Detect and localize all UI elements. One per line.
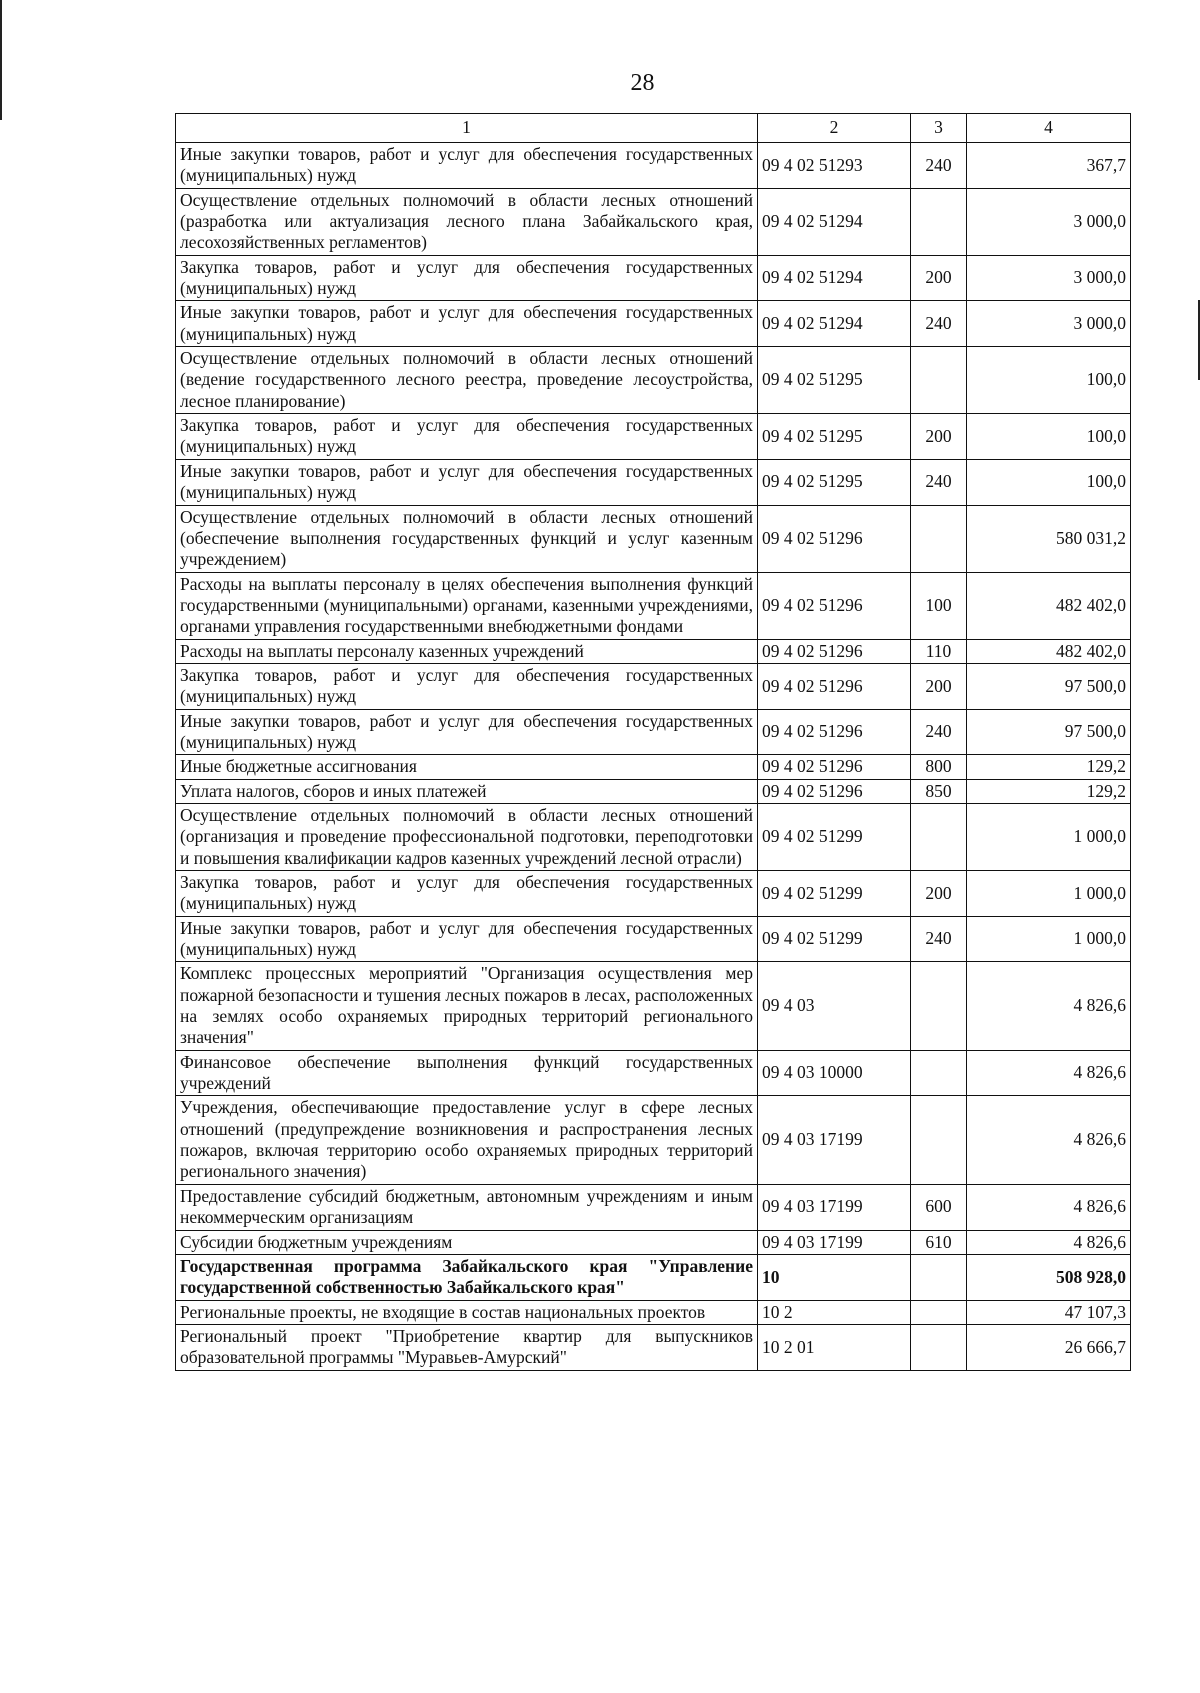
row-name-cell: Иные закупки товаров, работ и услуг для обеспечения государственных (муниципальных) нужд bbox=[176, 301, 758, 347]
row-code-cell: 09 4 03 10000 bbox=[758, 1050, 911, 1096]
row-type-cell bbox=[911, 803, 967, 870]
row-code-cell: 09 4 02 51295 bbox=[758, 459, 911, 505]
table-row bbox=[176, 663, 1131, 709]
row-name-cell: Осуществление отдельных полномочий в области лесных отношений (обеспечение выполнения государственных функций и услуг казенным учреждением) bbox=[176, 505, 758, 572]
row-code-cell: 09 4 02 51295 bbox=[758, 347, 911, 414]
row-type-cell: 200 bbox=[911, 663, 967, 709]
row-amount-cell: 1 000,0 bbox=[967, 916, 1131, 962]
table-row bbox=[176, 1254, 1131, 1300]
row-name-cell: Уплата налогов, сборов и иных платежей bbox=[176, 779, 758, 803]
table-row bbox=[176, 255, 1131, 301]
table-row bbox=[176, 639, 1131, 663]
row-amount-cell: 100,0 bbox=[967, 414, 1131, 460]
column-header-3: 3 bbox=[911, 114, 967, 143]
table-row bbox=[176, 871, 1131, 917]
table-row bbox=[176, 1324, 1131, 1370]
row-code-cell: 09 4 02 51295 bbox=[758, 414, 911, 460]
row-type-cell: 600 bbox=[911, 1184, 967, 1230]
row-type-cell: 200 bbox=[911, 871, 967, 917]
row-code-cell: 09 4 02 51293 bbox=[758, 143, 911, 189]
row-amount-cell: 4 826,6 bbox=[967, 1096, 1131, 1184]
row-type-cell bbox=[911, 1096, 967, 1184]
row-type-cell: 850 bbox=[911, 779, 967, 803]
row-amount-cell: 482 402,0 bbox=[967, 639, 1131, 663]
row-name-cell: Иные закупки товаров, работ и услуг для обеспечения государственных (муниципальных) нужд bbox=[176, 459, 758, 505]
row-code-cell: 09 4 02 51296 bbox=[758, 505, 911, 572]
row-type-cell bbox=[911, 1050, 967, 1096]
row-amount-cell: 4 826,6 bbox=[967, 1050, 1131, 1096]
row-code-cell: 09 4 02 51294 bbox=[758, 301, 911, 347]
row-amount-cell: 3 000,0 bbox=[967, 188, 1131, 255]
row-amount-cell: 1 000,0 bbox=[967, 803, 1131, 870]
table-row bbox=[176, 188, 1131, 255]
row-amount-cell: 129,2 bbox=[967, 755, 1131, 779]
row-code-cell: 09 4 02 51299 bbox=[758, 803, 911, 870]
row-type-cell bbox=[911, 505, 967, 572]
table-row bbox=[176, 1050, 1131, 1096]
row-type-cell: 800 bbox=[911, 755, 967, 779]
row-type-cell bbox=[911, 962, 967, 1050]
row-type-cell: 100 bbox=[911, 572, 967, 639]
table-row bbox=[176, 709, 1131, 755]
table-row bbox=[176, 1230, 1131, 1254]
row-amount-cell: 3 000,0 bbox=[967, 255, 1131, 301]
table-row bbox=[176, 1096, 1131, 1184]
row-code-cell: 09 4 02 51296 bbox=[758, 639, 911, 663]
row-code-cell: 10 2 bbox=[758, 1300, 911, 1324]
row-name-cell: Государственная программа Забайкальского края "Управление государственной собственностью Забайкальского края" bbox=[176, 1254, 758, 1300]
table-row bbox=[176, 414, 1131, 460]
row-amount-cell: 26 666,7 bbox=[967, 1324, 1131, 1370]
row-name-cell: Расходы на выплаты персоналу в целях обеспечения выполнения функций государственными (муниципальными) органами, казенными учреждениями, органами управления государственными внебюджетными фондами bbox=[176, 572, 758, 639]
row-name-cell: Осуществление отдельных полномочий в области лесных отношений (организация и проведение профессиональной подготовки, переподготовки и повышения квалификации кадров казенных учреждений лесной отрасли) bbox=[176, 803, 758, 870]
row-code-cell: 09 4 02 51296 bbox=[758, 779, 911, 803]
table-row bbox=[176, 779, 1131, 803]
row-amount-cell: 4 826,6 bbox=[967, 962, 1131, 1050]
table-row bbox=[176, 505, 1131, 572]
row-code-cell: 09 4 02 51294 bbox=[758, 255, 911, 301]
row-amount-cell: 4 826,6 bbox=[967, 1184, 1131, 1230]
table-row bbox=[176, 143, 1131, 189]
row-code-cell: 09 4 02 51296 bbox=[758, 572, 911, 639]
table-row bbox=[176, 459, 1131, 505]
row-name-cell: Закупка товаров, работ и услуг для обеспечения государственных (муниципальных) нужд bbox=[176, 255, 758, 301]
row-code-cell: 09 4 02 51296 bbox=[758, 663, 911, 709]
row-type-cell bbox=[911, 1300, 967, 1324]
row-code-cell: 10 bbox=[758, 1254, 911, 1300]
row-type-cell: 240 bbox=[911, 709, 967, 755]
table-header-row bbox=[176, 114, 1131, 143]
row-code-cell: 09 4 02 51299 bbox=[758, 871, 911, 917]
row-amount-cell: 100,0 bbox=[967, 347, 1131, 414]
row-type-cell: 200 bbox=[911, 414, 967, 460]
budget-table-body bbox=[176, 114, 1131, 1371]
row-name-cell: Осуществление отдельных полномочий в области лесных отношений (разработка или актуализация лесного плана Забайкальского края, лесохозяйственных регламентов) bbox=[176, 188, 758, 255]
row-amount-cell: 580 031,2 bbox=[967, 505, 1131, 572]
row-amount-cell: 97 500,0 bbox=[967, 709, 1131, 755]
scan-edge-left bbox=[0, 0, 2, 120]
row-amount-cell: 482 402,0 bbox=[967, 572, 1131, 639]
table-row bbox=[176, 755, 1131, 779]
budget-table bbox=[175, 113, 1131, 1371]
row-name-cell: Комплекс процессных мероприятий "Организация осуществления мер пожарной безопасности и тушения лесных пожаров в лесах, расположенных на землях особо охраняемых природных территорий регионального значения" bbox=[176, 962, 758, 1050]
row-type-cell bbox=[911, 1324, 967, 1370]
row-name-cell: Закупка товаров, работ и услуг для обеспечения государственных (муниципальных) нужд bbox=[176, 871, 758, 917]
row-type-cell bbox=[911, 188, 967, 255]
row-name-cell: Финансовое обеспечение выполнения функций государственных учреждений bbox=[176, 1050, 758, 1096]
row-amount-cell: 129,2 bbox=[967, 779, 1131, 803]
row-code-cell: 09 4 03 17199 bbox=[758, 1096, 911, 1184]
row-type-cell: 110 bbox=[911, 639, 967, 663]
row-name-cell: Закупка товаров, работ и услуг для обеспечения государственных (муниципальных) нужд bbox=[176, 414, 758, 460]
row-type-cell bbox=[911, 347, 967, 414]
table-row bbox=[176, 962, 1131, 1050]
table-row bbox=[176, 301, 1131, 347]
page-number: 28 bbox=[630, 70, 655, 96]
table-row bbox=[176, 1184, 1131, 1230]
column-header-4: 4 bbox=[967, 114, 1131, 143]
column-header-2: 2 bbox=[758, 114, 911, 143]
row-amount-cell: 97 500,0 bbox=[967, 663, 1131, 709]
row-code-cell: 09 4 02 51296 bbox=[758, 709, 911, 755]
row-name-cell: Иные бюджетные ассигнования bbox=[176, 755, 758, 779]
row-code-cell: 10 2 01 bbox=[758, 1324, 911, 1370]
row-name-cell: Иные закупки товаров, работ и услуг для обеспечения государственных (муниципальных) нужд bbox=[176, 143, 758, 189]
row-amount-cell: 4 826,6 bbox=[967, 1230, 1131, 1254]
row-amount-cell: 508 928,0 bbox=[967, 1254, 1131, 1300]
row-type-cell: 240 bbox=[911, 916, 967, 962]
table-row bbox=[176, 572, 1131, 639]
row-amount-cell: 1 000,0 bbox=[967, 871, 1131, 917]
row-name-cell: Осуществление отдельных полномочий в области лесных отношений (ведение государственного лесного реестра, проведение лесоустройства, лесное планирование) bbox=[176, 347, 758, 414]
row-code-cell: 09 4 02 51294 bbox=[758, 188, 911, 255]
row-name-cell: Закупка товаров, работ и услуг для обеспечения государственных (муниципальных) нужд bbox=[176, 663, 758, 709]
row-name-cell: Учреждения, обеспечивающие предоставление услуг в сфере лесных отношений (предупреждение возникновения и распространения лесных пожаров, включая территорию особо охраняемых природных территорий регионального значения) bbox=[176, 1096, 758, 1184]
row-type-cell: 240 bbox=[911, 143, 967, 189]
row-amount-cell: 3 000,0 bbox=[967, 301, 1131, 347]
row-type-cell: 240 bbox=[911, 459, 967, 505]
row-type-cell bbox=[911, 1254, 967, 1300]
table-row bbox=[176, 916, 1131, 962]
row-name-cell: Региональные проекты, не входящие в состав национальных проектов bbox=[176, 1300, 758, 1324]
row-name-cell: Расходы на выплаты персоналу казенных учреждений bbox=[176, 639, 758, 663]
row-name-cell: Предоставление субсидий бюджетным, автономным учреждениям и иным некоммерческим организациям bbox=[176, 1184, 758, 1230]
row-code-cell: 09 4 02 51299 bbox=[758, 916, 911, 962]
column-header-1: 1 bbox=[176, 114, 758, 143]
table-row bbox=[176, 347, 1131, 414]
row-code-cell: 09 4 02 51296 bbox=[758, 755, 911, 779]
row-code-cell: 09 4 03 17199 bbox=[758, 1184, 911, 1230]
row-type-cell: 610 bbox=[911, 1230, 967, 1254]
row-name-cell: Региональный проект "Приобретение квартир для выпускников образовательной программы "Муравьев-Амурский" bbox=[176, 1324, 758, 1370]
row-type-cell: 240 bbox=[911, 301, 967, 347]
row-name-cell: Иные закупки товаров, работ и услуг для обеспечения государственных (муниципальных) нужд bbox=[176, 916, 758, 962]
row-name-cell: Иные закупки товаров, работ и услуг для обеспечения государственных (муниципальных) нужд bbox=[176, 709, 758, 755]
table-row bbox=[176, 1300, 1131, 1324]
row-type-cell: 200 bbox=[911, 255, 967, 301]
row-amount-cell: 367,7 bbox=[967, 143, 1131, 189]
table-row bbox=[176, 803, 1131, 870]
row-code-cell: 09 4 03 bbox=[758, 962, 911, 1050]
row-name-cell: Субсидии бюджетным учреждениям bbox=[176, 1230, 758, 1254]
row-code-cell: 09 4 03 17199 bbox=[758, 1230, 911, 1254]
row-amount-cell: 100,0 bbox=[967, 459, 1131, 505]
row-amount-cell: 47 107,3 bbox=[967, 1300, 1131, 1324]
